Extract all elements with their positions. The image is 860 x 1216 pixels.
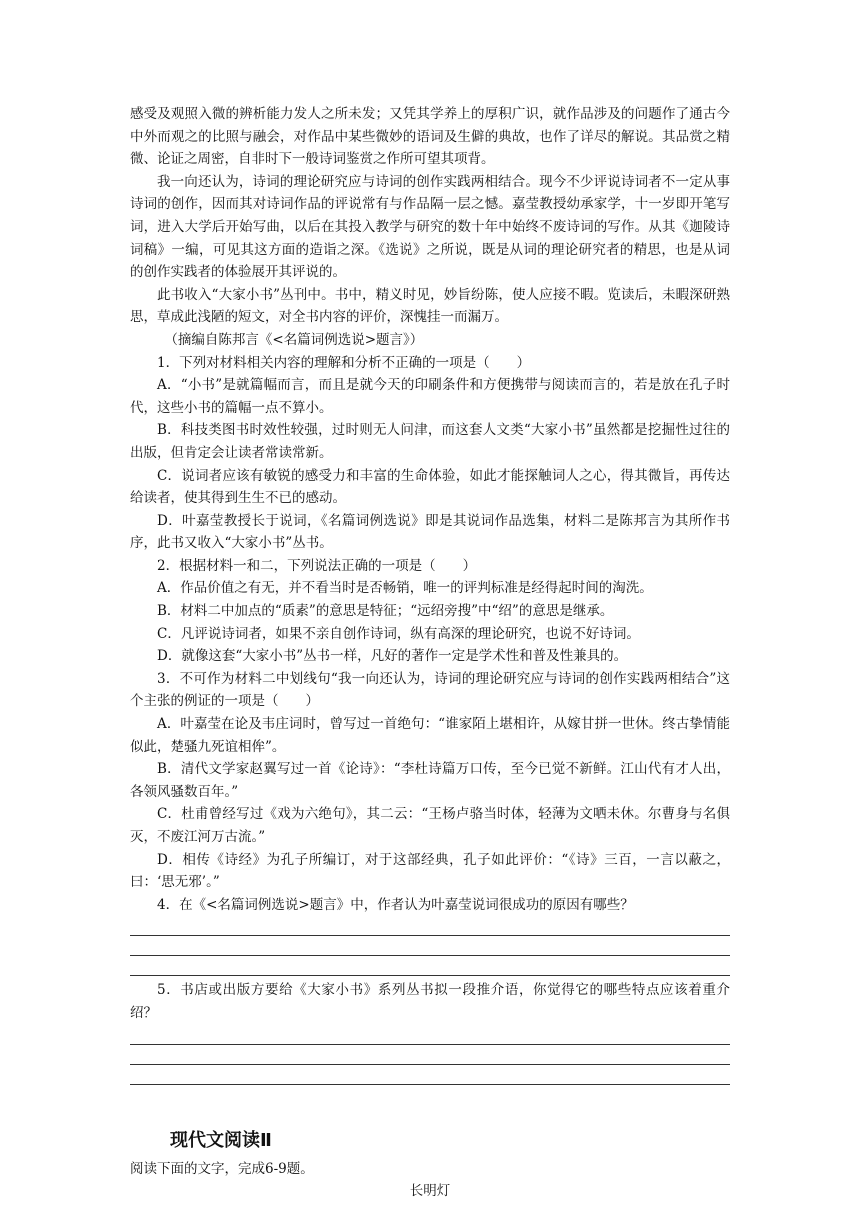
question-stem: 5．书店或出版方要给《大家小书》系列丛书拟一段推介语，你觉得它的哪些特点应该着重介绍？	[130, 982, 730, 1021]
answer-line[interactable]	[130, 916, 730, 936]
document-page	[130, 103, 730, 1203]
section-instruction: 阅读下面的文字，完成6-9题。	[130, 1160, 314, 1177]
answer-line[interactable]	[130, 936, 730, 956]
option-b: B．材料二中加点的“质素”的意思是特征；“远绍旁搜”中“绍”的意思是继承。	[157, 603, 614, 620]
answer-area[interactable]	[130, 1025, 730, 1085]
section-heading: 现代文阅读Ⅱ	[170, 1129, 272, 1151]
option-c: C．凡评说诗词者，如果不亲自创作诗词，纵有高深的理论研究，也说不好诗词。	[157, 625, 640, 642]
option-a: A．“小书”是就篇幅而言，而且是就今天的印刷条件和方便携带与阅读而言的，若是放在孔子时代，这些小书的篇幅一点不算小。	[130, 377, 730, 416]
passage-paragraph: 我一向还认为，诗词的理论研究应与诗词的创作实践两相结合。现今不少评说诗词者不一定从事诗词的创作，因而其对诗词作品的评说常有与作品隔一层之憾。嘉莹教授幼承家学，十一岁即开笔写词，进入大学后开始写曲，以后在其投入教学与研究的数十年中始终不废诗词的写作。从其《迦陵诗词稿》一编，可见其这方面的造诣之深。《选说》之所说，既是从词的理论研究者的精思，也是从词的创作实践者的体验展开其评说的。	[130, 173, 730, 281]
question-stem: 2．根据材料一和二，下列说法正确的一项是（ ）	[157, 557, 477, 574]
answer-area[interactable]	[130, 916, 730, 976]
option-d: D．相传《诗经》为孔子所编订，对于这部经典，孔子如此评价：“《诗》三百，一言以蔽之，曰：‘思无邪’。”	[130, 851, 730, 891]
passage-paragraph: 感受及观照入微的辨析能力发人之所未发；又凭其学养上的厚积广识，就作品涉及的问题作了通古今中外而观之的比照与融会，对作品中某些微妙的语词及生僻的典故，也作了详尽的解说。其品赏之精微、论证之周密，自非时下一般诗词鉴赏之作所可望其项背。	[130, 106, 730, 168]
answer-line[interactable]	[130, 1065, 730, 1085]
option-d: D．就像这套“大家小书”丛书一样，凡好的著作一定是学术性和普及性兼具的。	[157, 648, 628, 665]
question-stem: 3．不可作为材料二中划线句“我一向还认为，诗词的理论研究应与诗词的创作实践两相结合”这个主张的例证的一项是（ ）	[130, 670, 730, 710]
answer-line[interactable]	[130, 1025, 730, 1045]
option-c: C．说词者应该有敏锐的感受力和丰富的生命体验，如此才能探触词人之心，得其微旨，再传达给读者，使其得到生生不已的感动。	[130, 467, 730, 507]
question-stem: 4．在《<名篇词例选说>题言》中，作者认为叶嘉莹说词很成功的原因有哪些？	[157, 896, 634, 913]
source-citation: （摘编自陈邦言《<名篇词例选说>题言》）	[164, 331, 424, 348]
answer-line[interactable]	[130, 956, 730, 976]
option-c: C．杜甫曾经写过《戏为六绝句》，其二云：“王杨卢骆当时体，轻薄为文哂未休。尔曹身与名俱灭，不废江河万古流。”	[130, 806, 730, 845]
passage-paragraph: 此书收入“大家小书”丛刊中。书中，精义时见，妙旨纷陈，使人应接不暇。览读后，未暇深研熟思，草成此浅陋的短文，对全书内容的评价，深愧挂一而漏万。	[130, 286, 730, 326]
question-stem: 1．下列对材料相关内容的理解和分析不正确的一项是（ ）	[157, 354, 531, 371]
option-b: B．科技类图书时效性较强，过时则无人问津，而这套人文类“大家小书”虽然都是挖掘性过往的出版，但肯定会让读者常读常新。	[130, 422, 730, 461]
story-title: 长明灯	[409, 1183, 451, 1200]
option-b: B．清代文学家赵翼写过一首《论诗》：“李杜诗篇万口传，至今已觉不新鲜。江山代有才人出，各领风骚数百年。”	[130, 761, 730, 800]
option-d: D．叶嘉莹教授长于说词，《名篇词例选说》即是其说词作品选集，材料二是陈邦言为其所作书序，此书又收入“大家小书”丛书。	[130, 512, 730, 552]
option-a: A．作品价值之有无，并不看当时是否畅销，唯一的评判标准是经得起时间的淘洗。	[157, 580, 653, 597]
answer-line[interactable]	[130, 1045, 730, 1065]
option-a: A．叶嘉莹在论及韦庄词时，曾写过一首绝句：“谁家陌上堪相许，从嫁甘拼一世休。终古挚情能似此，楚骚九死谊相侔”。	[130, 716, 730, 755]
